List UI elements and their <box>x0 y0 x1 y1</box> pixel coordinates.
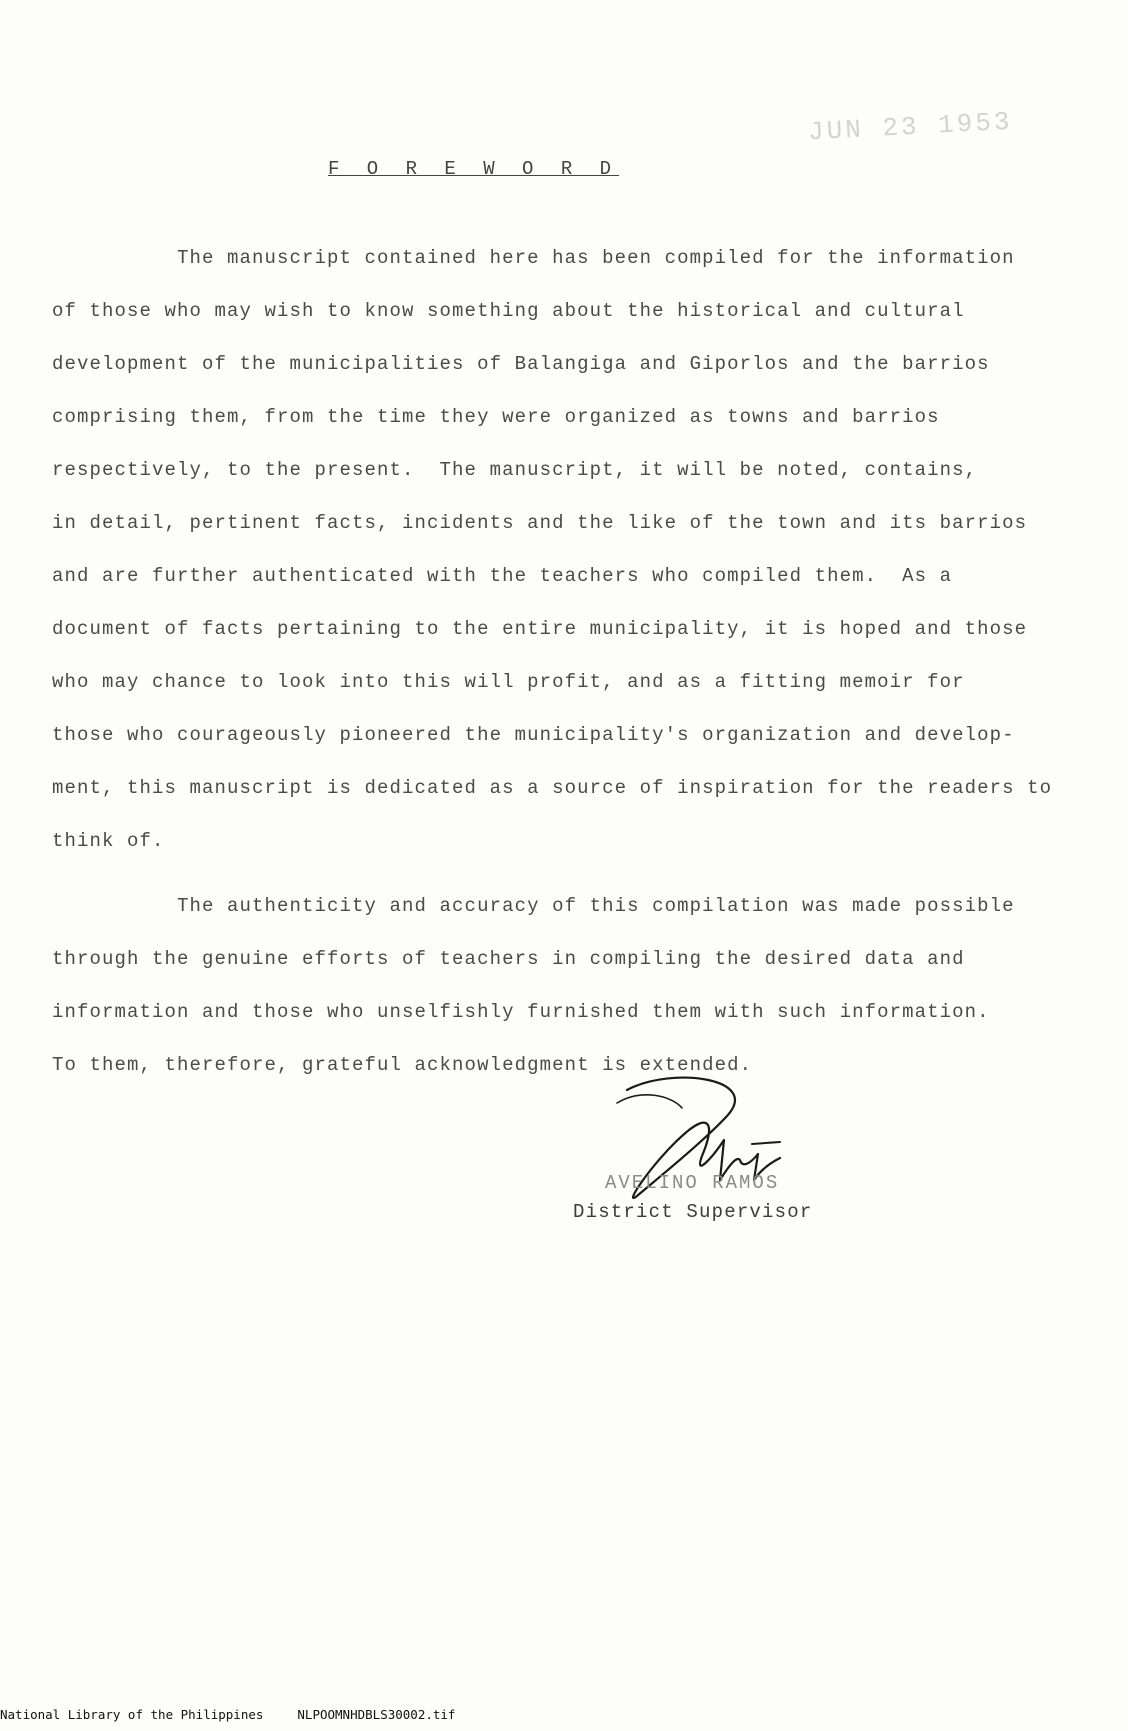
text-line: To them, therefore, grateful acknowledgment is extended. <box>52 1054 753 1076</box>
footer-library: National Library of the Philippines <box>0 1707 264 1722</box>
text-line: respectively, to the present. The manuscript, it will be noted, contains, <box>52 459 978 481</box>
text-line: The authenticity and accuracy of this compilation was made possible <box>52 895 1015 917</box>
footer <box>0 1707 489 1722</box>
text-line: and are further authenticated with the teachers who compiled them. As a <box>52 565 953 587</box>
text-line: of those who may wish to know something about the historical and cultural <box>52 300 965 322</box>
text-line: development of the municipalities of Balangiga and Giporlos and the barrios <box>52 353 990 375</box>
text-line: ment, this manuscript is dedicated as a source of inspiration for the readers to <box>52 777 1053 799</box>
text-line: in detail, pertinent facts, incidents and the like of the town and its barrios <box>52 512 1028 534</box>
text-line: information and those who unselfishly furnished them with such information. <box>52 1001 990 1023</box>
text-line: The manuscript contained here has been compiled for the information <box>52 247 1015 269</box>
text-line: document of facts pertaining to the entire municipality, it is hoped and those <box>52 618 1028 640</box>
text-line: those who courageously pioneered the municipality's organization and develop- <box>52 724 1015 746</box>
text-line: through the genuine efforts of teachers in compiling the desired data and <box>52 948 965 970</box>
text-line: who may chance to look into this will profit, and as a fitting memoir for <box>52 671 965 693</box>
signer-name: AVELINO RAMOS <box>605 1172 780 1194</box>
page-title: F O R E W O R D <box>328 158 620 180</box>
footer-filename: NLPOOMNHDBLS30002.tif <box>297 1707 456 1722</box>
text-line: think of. <box>52 830 165 852</box>
signer-title: District Supervisor <box>573 1201 813 1223</box>
paragraph-1 <box>52 232 1062 868</box>
received-date-stamp: JUN 23 1953 <box>807 106 1014 148</box>
text-line: comprising them, from the time they were organized as towns and barrios <box>52 406 940 428</box>
paragraph-2 <box>52 880 1062 1092</box>
